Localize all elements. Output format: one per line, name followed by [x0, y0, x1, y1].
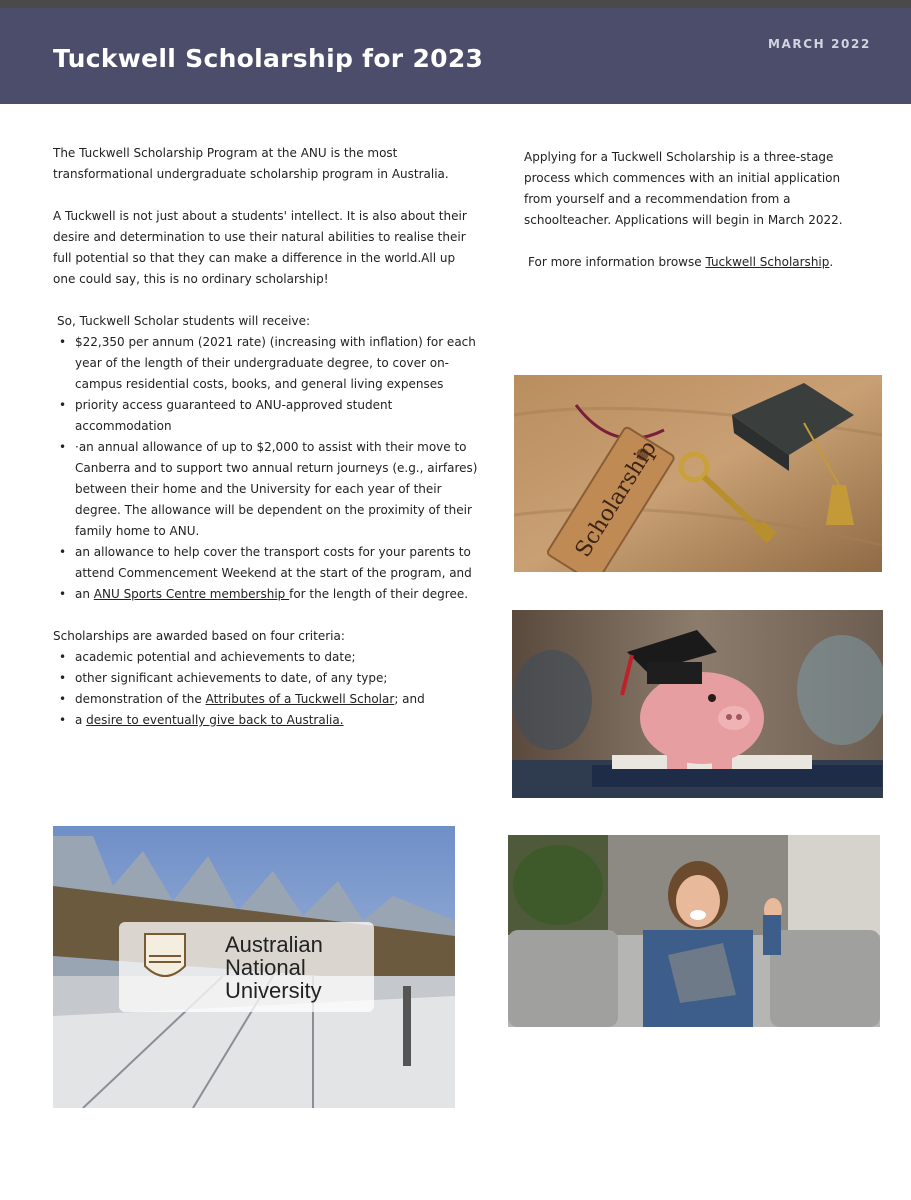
more-suffix: . — [829, 255, 834, 269]
student-tablet-photo — [508, 835, 880, 1027]
give-back-link[interactable]: desire to eventually give back to Australia. — [86, 713, 344, 727]
list-item: • $22,350 per annum (2021 rate) (increasing with inflation) for each year of the length of their undergraduate degree, to cover on-campus residential costs, books, and general living expenses — [53, 332, 478, 395]
scholarship-tag-photo — [514, 375, 882, 572]
criteria-prefix: a — [75, 713, 87, 727]
list-item — [53, 584, 478, 605]
tag-text: Scholarship — [570, 436, 662, 562]
anu-building-photo — [53, 826, 455, 1108]
list-item: • priority access guaranteed to ANU-approved student accommodation — [53, 395, 478, 437]
page-title: Tuckwell Scholarship for 2023 — [53, 44, 484, 73]
list-item: • other significant achievements to date, of any type; — [53, 668, 478, 689]
right-column — [524, 147, 864, 273]
list-item: • academic potential and achievements to date; — [53, 647, 478, 668]
header-banner — [0, 8, 911, 104]
benefit-prefix: an — [75, 587, 94, 601]
piggy-bank-photo — [512, 610, 883, 798]
issue-date: MARCH 2022 — [768, 37, 871, 51]
criteria-heading: Scholarships are awarded based on four criteria: — [53, 629, 345, 643]
intro-paragraph: The Tuckwell Scholarship Program at the ANU is the most transformational undergraduate scholarship program in Australia. — [53, 146, 449, 181]
more-info-line — [524, 252, 864, 273]
receive-heading: So, Tuckwell Scholar students will receive: — [57, 314, 310, 328]
benefits-list — [53, 332, 478, 605]
apply-paragraph: Applying for a Tuckwell Scholarship is a three-stage process which commences with an initial application from yourself and a recommendation from a schoolteacher. Applications will begin in March 2022. — [524, 150, 843, 227]
anu-logo-line3: University — [225, 978, 322, 1003]
more-prefix: For more information browse — [528, 255, 706, 269]
list-item: • ·an annual allowance of up to $2,000 to assist with their move to Canberra and to support two annual return journeys (e.g., airfares) between their home and the University for each year of their degree. The allowance will be dependent on the proximity of their family home to ANU. — [53, 437, 478, 542]
left-column — [53, 143, 478, 731]
tuckwell-scholarship-link[interactable]: Tuckwell Scholarship — [705, 255, 830, 269]
criteria-list — [53, 647, 478, 731]
list-item: • an allowance to help cover the transport costs for your parents to attend Commencement Weekend at the start of the program, and — [53, 542, 478, 584]
benefit-suffix: for the length of their degree. — [289, 587, 469, 601]
list-item — [53, 689, 478, 710]
anu-logo-line1: Australian — [225, 932, 323, 957]
criteria-suffix: ; and — [394, 692, 425, 706]
list-item — [53, 710, 478, 731]
anu-logo-line2: National — [225, 955, 306, 980]
about-paragraph: A Tuckwell is not just about a students' intellect. It is also about their desire and determination to use their natural abilities to realise their full potential so that they can make a difference in the world.All up one could say, this is no ordinary scholarship! — [53, 209, 467, 286]
criteria-prefix: demonstration of the — [75, 692, 206, 706]
sports-centre-link[interactable]: ANU Sports Centre membership — [93, 587, 290, 601]
top-border — [0, 0, 911, 8]
attributes-link[interactable]: Attributes of a Tuckwell Scholar — [205, 692, 395, 706]
